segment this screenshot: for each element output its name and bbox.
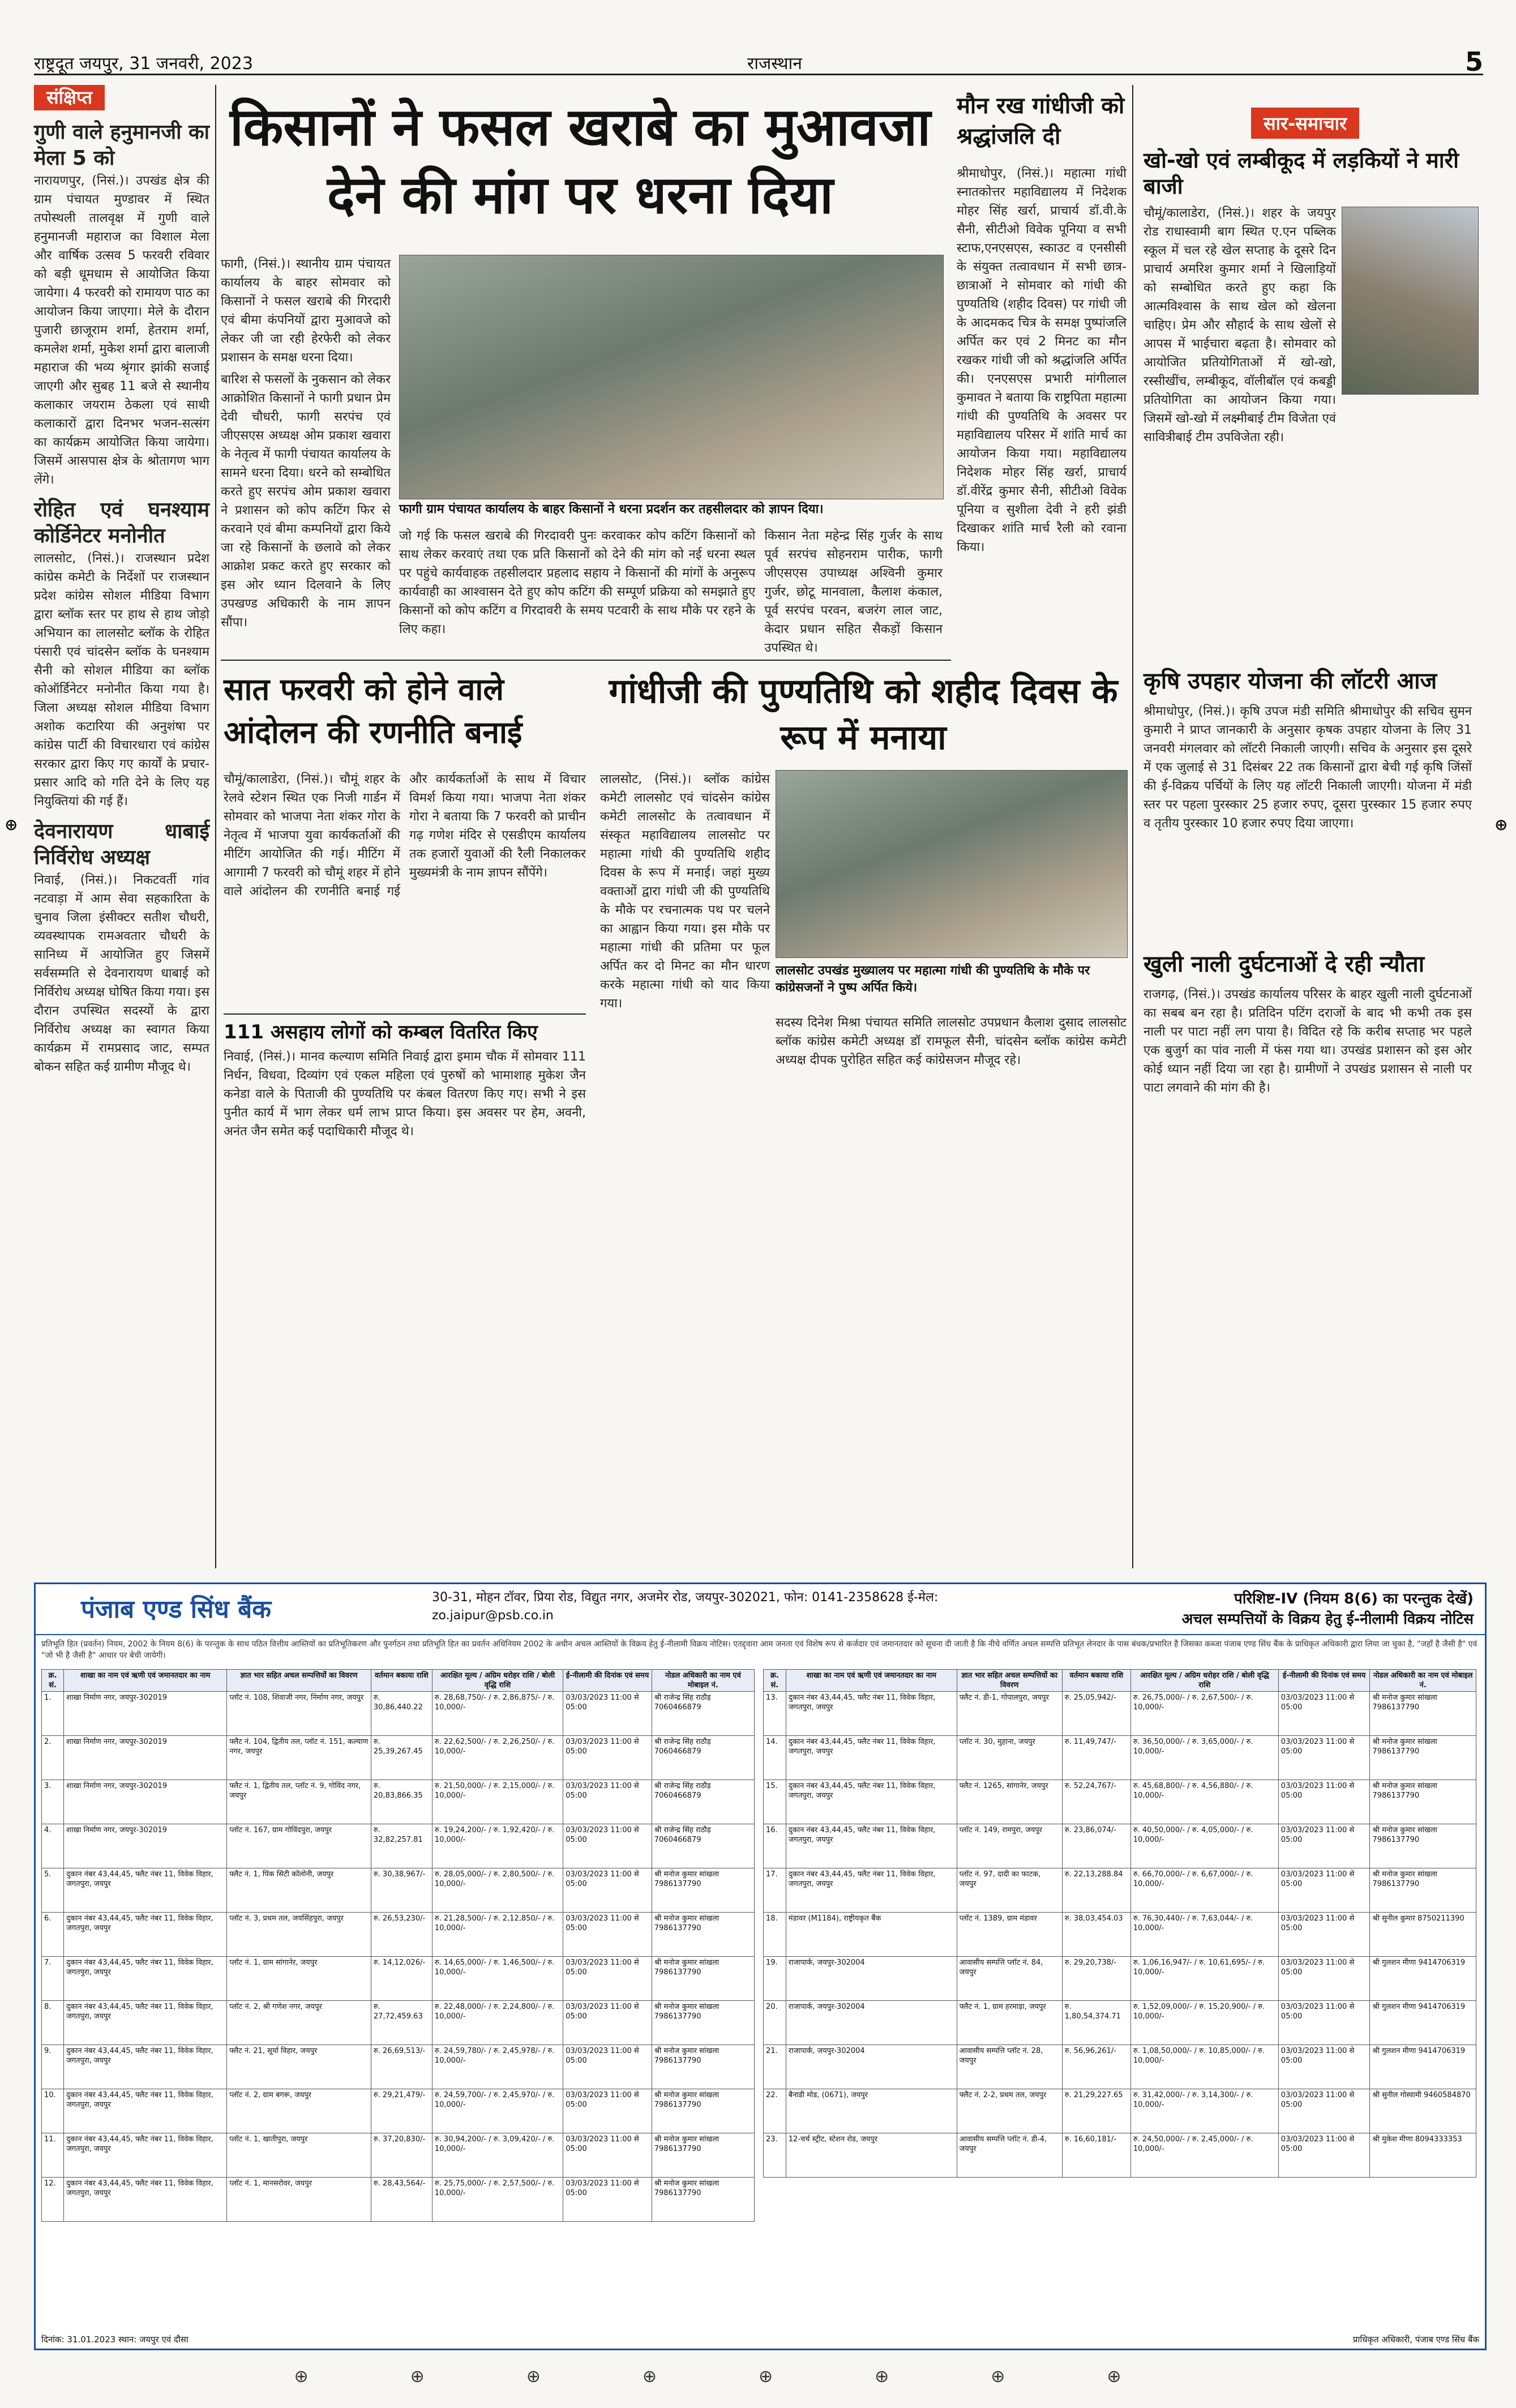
table-cell: शाखा निर्माण नगर, जयपुर-302019 bbox=[64, 1780, 227, 1824]
table-cell: प्लॉट नं. 1, खातीपुरा, जयपुर bbox=[227, 2133, 371, 2178]
andolan-body bbox=[224, 770, 586, 1008]
table-cell: रु. 30,94,200/- / रु. 3,09,420/- / रु. 10,000/- bbox=[432, 2133, 563, 2178]
table-row bbox=[764, 1913, 1476, 1957]
table-cell: 03/03/2023 11:00 से 05:00 bbox=[1278, 1824, 1370, 1868]
table-cell: दुकान नंबर 43,44,45, फ्लैट नंबर 11, विवेक विहार, जगतपुरा, जयपुर bbox=[786, 1736, 957, 1780]
table-cell: रु. 26,69,513/- bbox=[371, 2045, 432, 2089]
table-cell: 8. bbox=[42, 2001, 64, 2045]
table-cell: रु. 28,05,000/- / रु. 2,80,500/- / रु. 10,000/- bbox=[432, 1868, 563, 1913]
table-cell: 12. bbox=[42, 2178, 64, 2222]
table-cell: रु. 40,50,000/- / रु. 4,05,000/- / रु. 10,000/- bbox=[1130, 1824, 1278, 1868]
martyr-day-headline: गांधीजी की पुण्यतिथि को शहीद दिवस के रूप में मनाया bbox=[609, 671, 1118, 758]
table-cell: फ्लैट नं. 1265, सांगानेर, जयपुर bbox=[957, 1780, 1062, 1824]
table-cell: 16. bbox=[764, 1824, 786, 1868]
table-row bbox=[764, 1736, 1476, 1780]
table-cell: रु. 26,53,230/- bbox=[371, 1913, 432, 1957]
martyr-day-photo bbox=[776, 770, 1128, 958]
table-cell: रु. 29,20,738/- bbox=[1062, 1957, 1130, 2001]
table-row bbox=[764, 2133, 1476, 2178]
saar-body-2 bbox=[1144, 702, 1472, 940]
table-cell: श्री राजेन्द्र सिंह राठौड़ 7060466879 bbox=[652, 1692, 754, 1736]
table-cell: दुकान नंबर 43,44,45, फ्लैट नंबर 11, विवेक विहार, जगतपुरा, जयपुर bbox=[64, 2001, 227, 2045]
andolan-text: चौमूं/कालाडेरा, (निसं.)। चौमूं शहर के रेलवे स्टेशन स्थित एक निजी गार्डन में सोमवार को भाजपा नेता शंकर गोरा के नेतृत्व में भाजपा युवा कार्यकर्ताओं की मीटिंग आयोजित की गई। मीटिंग में आगामी 7 फरवरी को चौमूं शहर में होने वाले आंदोलन की रणनीति बनाई गई और कार्यकर्ताओं के साथ में विचार विमर्श किया गया। भाजपा नेता शंकर गोरा ने बताया कि 7 फरवरी को प्राचीन गढ़ गणेश मंदिर से एसडीएम कार्यालय तक हजारों युवाओं की रैली निकालकर मुख्यमंत्री के नाम ज्ञापन सौंपेंगे। bbox=[224, 772, 586, 899]
table-cell: फ्लैट नं. 1, द्वितीय तल, प्लॉट नं. 9, गोविंद नगर, जयपुर bbox=[227, 1780, 371, 1824]
table-cell: 03/03/2023 11:00 से 05:00 bbox=[563, 1868, 652, 1913]
table-cell: रु. 36,50,000/- / रु. 3,65,000/- / रु. 10,000/- bbox=[1130, 1736, 1278, 1780]
table-cell: श्री राजेन्द्र सिंह राठौड़ 7060466879 bbox=[652, 1780, 754, 1824]
table-cell: फ्लैट नं. 1, पिंक सिटी कॉलोनी, जयपुर bbox=[227, 1868, 371, 1913]
table-cell: 03/03/2023 11:00 से 05:00 bbox=[1278, 1957, 1370, 2001]
table-row bbox=[42, 1780, 755, 1824]
table-cell: 03/03/2023 11:00 से 05:00 bbox=[563, 1736, 652, 1780]
table-cell: बैनाडी मोड, (0671), जयपुर bbox=[786, 2089, 957, 2133]
table-cell: श्री राजेन्द्र सिंह राठौड़ 7060466879 bbox=[652, 1824, 754, 1868]
table-header-cell: नोडल अधिकारी का नाम एवं मोबाइल नं. bbox=[652, 1670, 754, 1692]
table-row bbox=[42, 1868, 755, 1913]
saar-body-3 bbox=[1144, 985, 1472, 1166]
table-cell: 1. bbox=[42, 1692, 64, 1736]
table-cell: प्लॉट नं. 167, ग्राम गोविंदपुरा, जयपुर bbox=[227, 1824, 371, 1868]
table-cell: 7. bbox=[42, 1957, 64, 2001]
brief-title-2: रोहित एवं घनश्याम कोर्डिनेटर मनोनीत bbox=[34, 498, 209, 548]
table-cell: 03/03/2023 11:00 से 05:00 bbox=[563, 1957, 652, 2001]
table-cell: दुकान नंबर 43,44,45, फ्लैट नंबर 11, विवेक विहार, जगतपुरा, जयपुर bbox=[64, 2178, 227, 2222]
table-cell: श्री गुलशन मीणा 9414706319 bbox=[1370, 2045, 1476, 2089]
protest-photo-caption: फागी ग्राम पंचायत कार्यालय के बाहर किसानों ने धरना प्रदर्शन कर तहसीलदार को ज्ञापन दिया। bbox=[399, 502, 824, 516]
table-cell: श्री मनोज कुमार सांखला 7986137790 bbox=[652, 2133, 754, 2178]
table-cell: श्री गुलशन मीणा 9414706319 bbox=[1370, 2001, 1476, 2045]
main-headline: किसानों ने फसल खराबे का मुआवजा देने की मांग पर धरना दिया bbox=[229, 97, 931, 225]
martyr-day-text: लालसोट, (निसं.)। ब्लॉक कांग्रेस कमेटी लालसोट एवं चांदसेन कांग्रेस कमेटी लालसोट के तत्वावधान में संस्कृत महाविद्यालय लालसोट पर महात्मा गांधी की पुण्यतिथि शहीद दिवस के रूप में मनाई। जहां मुख्य वक्ताओं द्वारा गांधी जी की पुण्यतिथि के मौके पर रचनात्मक पथ पर चलने का आह्वान किया गया। इस मौके पर महात्मा गांधी की प्रतिमा पर फूल अर्पित कर दो मिनट का मौन धारण करके महात्मा गांधी को याद किया गया। bbox=[600, 772, 770, 1011]
sankshipt-column bbox=[34, 85, 209, 1568]
table-cell: मंडावर (M1184), राष्ट्रीयकृत बैंक bbox=[786, 1913, 957, 1957]
table-cell: दुकान नंबर 43,44,45, फ्लैट नंबर 11, विवेक विहार, जगतपुरा, जयपुर bbox=[786, 1868, 957, 1913]
saar-text-1: चौमूं/कालाडेरा, (निसं.)। शहर के जयपुर रोड राधास्वामी बाग स्थित ए.एन पब्लिक स्कूल में चल रहे खेल सप्ताह के दूसरे दिन प्राचार्य अमरिश कुमार शर्मा ने खिलाड़ियों को सम्बोधित करते हुए कहा कि आत्मविश्वास के साथ खेल को खेलना चाहिए। प्रेम और सौहार्द के साथ खेलों से आपस में भाईचारा बढ़ता है। सोमवार को आयोजित प्रतियोगिताओं में खो-खो, रस्सीखींच, लम्बीकूद, वॉलीबॉल एवं कबड्डी प्रतियोगिता का आयोजन किया गया। जिसमें खो-खो में लक्ष्मीबाई टीम विजेता एवं सावित्रीबाई टीम उपविजेता रही। bbox=[1144, 206, 1336, 444]
table-row bbox=[42, 2178, 755, 2222]
table-cell: आवासीय सम्पत्ति प्लॉट नं. 84, जयपुर bbox=[957, 1957, 1062, 2001]
table-cell: श्री मनोज कुमार सांखला 7986137790 bbox=[1370, 1780, 1476, 1824]
table-row bbox=[764, 1957, 1476, 2001]
table-cell: श्री मनोज कुमार सांखला 7986137790 bbox=[652, 1868, 754, 1913]
table-cell: श्री राजेन्द्र सिंह राठौड़ 7060466879 bbox=[652, 1736, 754, 1780]
table-cell: 10. bbox=[42, 2089, 64, 2133]
table-cell: रु. 20,83,866.35 bbox=[371, 1780, 432, 1824]
saar-tag: सार-समाचार bbox=[1251, 108, 1359, 139]
table-row bbox=[42, 2001, 755, 2045]
table-cell: 22. bbox=[764, 2089, 786, 2133]
brief-body-1: नारायणपुर, (निसं.)। उपखंड क्षेत्र की ग्राम पंचायत मुण्डावर में स्थित तपोस्थली तालवृक्ष में गुणी वाले हनुमानजी महाराज का विशाल मेला और वार्षिक उत्सव 5 फरवरी रविवार को बड़ी धूमधाम से आयोजित किया जायेगा। 4 फरवरी को रामायण पाठ का आयोजन किया जाएगा। मेले के दौरान पुजारी छाजूराम शर्मा, हेतराम शर्मा, कमलेश शर्मा, मुकेश शर्मा द्वारा बालाजी महाराज की भव्य श्रृंगार झांकी सजाई जाएगी और सुबह 11 बजे से स्थानीय कलाकार जयराम ठेकला एवं साथी कलाकारों द्वारा दिनभर भजन-सत्संग का कार्यक्रम आयोजित किया जायेगा। जिसमें आसपास क्षेत्र के श्रोतागण भाग लेंगे। bbox=[34, 174, 209, 487]
table-header-cell: क्र. सं. bbox=[42, 1670, 64, 1692]
main-body-cols bbox=[399, 527, 943, 657]
table-cell: रु. 14,65,000/- / रु. 1,46,500/- / रु. 10,000/- bbox=[432, 1957, 563, 2001]
table-cell: श्री मनोज कुमार सांखला 7986137790 bbox=[1370, 1736, 1476, 1780]
table-cell: प्लॉट नं. 108, शिवाजी नगर, निर्माण नगर, जयपुर bbox=[227, 1692, 371, 1736]
auction-notice-heading bbox=[1181, 1589, 1474, 1629]
table-cell: रु. 22,13,288.84 bbox=[1062, 1868, 1130, 1913]
table-cell: रु. 21,50,000/- / रु. 2,15,000/- / रु. 10,000/- bbox=[432, 1780, 563, 1824]
table-row bbox=[764, 2001, 1476, 2045]
divider-andolan bbox=[224, 1013, 586, 1015]
table-cell: दुकान नंबर 43,44,45, फ्लैट नंबर 11, विवेक विहार, जगतपुरा, जयपुर bbox=[786, 1780, 957, 1824]
table-cell: रु. 66,70,000/- / रु. 6,67,000/- / रु. 10,000/- bbox=[1130, 1868, 1278, 1913]
table-cell: फ्लैट नं. 1, ग्राम हरमाड़ा, जयपुर bbox=[957, 2001, 1062, 2045]
table-row bbox=[764, 2045, 1476, 2089]
table-cell: रु. 76,30,440/- / रु. 7,63,044/- / रु. 10,000/- bbox=[1130, 1913, 1278, 1957]
table-cell: प्लॉट नं. 1, मानसरोवर, जयपुर bbox=[227, 2178, 371, 2222]
table-cell: 13. bbox=[764, 1692, 786, 1736]
notice-line-2: अचल सम्पत्तियों के विक्रय हेतु ई-नीलामी विक्रय नोटिस bbox=[1181, 1611, 1474, 1628]
page-header bbox=[34, 46, 1483, 77]
table-header-cell: शाखा का नाम एवं ऋणी एवं जमानतदार का नाम bbox=[786, 1670, 957, 1692]
table-cell: 14. bbox=[764, 1736, 786, 1780]
table-cell: दुकान नंबर 43,44,45, फ्लैट नंबर 11, विवेक विहार, जगतपुरा, जयपुर bbox=[64, 1913, 227, 1957]
table-header-cell: शाखा का नाम एवं ऋणी एवं जमानतदार का नाम bbox=[64, 1670, 227, 1692]
table-cell: दुकान नंबर 43,44,45, फ्लैट नंबर 11, विवेक विहार, जगतपुरा, जयपुर bbox=[64, 2133, 227, 2178]
saar-title-3: खुली नाली दुर्घटनाओं दे रही न्यौता bbox=[1144, 951, 1425, 977]
table-cell: 03/03/2023 11:00 से 05:00 bbox=[563, 1780, 652, 1824]
table-cell: प्लॉट नं. 1389, ग्राम मंडावर bbox=[957, 1913, 1062, 1957]
kho-kho-photo bbox=[1342, 207, 1479, 395]
table-cell: 5. bbox=[42, 1868, 64, 1913]
table-cell: 03/03/2023 11:00 से 05:00 bbox=[1278, 2045, 1370, 2089]
table-cell: रु. 21,28,500/- / रु. 2,12,850/- / रु. 10,000/- bbox=[432, 1913, 563, 1957]
saar-text-2: श्रीमाधोपुर, (निसं.)। कृषि उपज मंडी समिति श्रीमाधोपुर की सचिव सुमन कुमारी ने प्राप्त जानकारी के अनुसार कृषक उपहार योजना के लिए 31 जनवरी मंगलवार को लॉटरी निकाली जाएगी। सचिव के अनुसार इस दूसरे में एक जुलाई से 31 दिसंबर 22 तक किसानों द्वारा बेची गई कृषि जिंसों की ई-विक्रय पर्चियों के लिए यह लॉटरी निकाली जाएगी। योजना में मंडी स्तर पर पहला पुरस्कार 25 हजार रुपए, दूसरा पुरस्कार 15 हजार रुपए व तृतीय पुरस्कार 10 हजार रुपए दिया जाएगा। bbox=[1144, 704, 1472, 831]
saar-title-1: खो-खो एवं लम्बीकूद में लड़कियों ने मारी बाजी bbox=[1144, 148, 1459, 199]
bank-address: 30-31, मोहन टॉवर, प्रिया रोड, विद्युत नगर, अजमेर रोड, जयपुर-302021, फोन: 0141-2358628 ई-मेल: zo.jaipur@psb.co.in bbox=[432, 1590, 939, 1623]
table-cell: रु. 14,12,026/- bbox=[371, 1957, 432, 2001]
martyr-day-caption: लालसोट उपखंड मुख्यालय पर महात्मा गांधी की पुण्यतिथि के मौके पर कांग्रेसजनों ने पुष्प अर्पित किये। bbox=[776, 964, 1090, 995]
table-cell: 03/03/2023 11:00 से 05:00 bbox=[1278, 1780, 1370, 1824]
table-cell: श्री गुलशन मीणा 9414706319 bbox=[1370, 1957, 1476, 2001]
table-cell: 17. bbox=[764, 1868, 786, 1913]
table-cell: श्री मनोज कुमार सांखला 7986137790 bbox=[652, 2045, 754, 2089]
table-header-cell: ज्ञात भार सहित अचल सम्पत्तियों का विवरण bbox=[227, 1670, 371, 1692]
blanket-title: 111 असहाय लोगों को कम्बल वितरित किए bbox=[224, 1021, 538, 1043]
table-cell: 03/03/2023 11:00 से 05:00 bbox=[563, 1692, 652, 1736]
table-cell: रु. 25,75,000/- / रु. 2,57,500/- / रु. 10,000/- bbox=[432, 2178, 563, 2222]
table-cell: 03/03/2023 11:00 से 05:00 bbox=[1278, 1868, 1370, 1913]
table-cell: रु. 24,59,700/- / रु. 2,45,970/- / रु. 10,000/- bbox=[432, 2089, 563, 2133]
saar-body-1 bbox=[1144, 204, 1336, 657]
table-cell: रु. 24,59,780/- / रु. 2,45,978/- / रु. 10,000/- bbox=[432, 2045, 563, 2089]
table-header-cell: आरक्षित मूल्य / अग्रिम धरोहर राशि / बोली वृद्धि राशि bbox=[432, 1670, 563, 1692]
auction-table-left bbox=[41, 1669, 755, 2222]
main-lead-text: फागी, (निसं.)। स्थानीय ग्राम पंचायत कार्यालय के बाहर सोमवार को किसानों ने फसल खराबे की गिरदारी एवं बीमा कंपनियों द्वारा मुआवजे को लेकर जी जा रही हेरफेरी को लेकर प्रशासन के समक्ष धरना दिया। bbox=[221, 257, 391, 365]
table-cell: राजापार्क, जयपुर-302004 bbox=[786, 2045, 957, 2089]
table-row bbox=[42, 2045, 755, 2089]
table-cell: रु. 28,68,750/- / रु. 2,86,875/- / रु. 10,000/- bbox=[432, 1692, 563, 1736]
table-cell: रु. 11,49,747/- bbox=[1062, 1736, 1130, 1780]
table-cell: रु. 21,29,227.65 bbox=[1062, 2089, 1130, 2133]
table-cell: 21. bbox=[764, 2045, 786, 2089]
table-cell: रु. 16,60,181/- bbox=[1062, 2133, 1130, 2178]
table-cell: रु. 26,75,000/- / रु. 2,67,500/- / रु. 10,000/- bbox=[1130, 1692, 1278, 1736]
table-cell: श्री सुनील कुमार 8750211390 bbox=[1370, 1913, 1476, 1957]
registration-mark-left: ⊕ bbox=[5, 815, 18, 834]
table-cell: फ्लैट नं. डी-1, गोपालपुरा, जयपुर bbox=[957, 1692, 1062, 1736]
table-header-cell: आरक्षित मूल्य / अग्रिम धरोहर राशि / बोली वृद्धि राशि bbox=[1130, 1670, 1278, 1692]
section-name: राजस्थान bbox=[747, 54, 802, 74]
table-cell: रु. 1,06,16,947/- / रु. 10,61,695/- / रु. 10,000/- bbox=[1130, 1957, 1278, 2001]
table-cell: रु. 30,38,967/- bbox=[371, 1868, 432, 1913]
table-row bbox=[42, 1957, 755, 2001]
notice-line-1: परिशिष्ट-IV (नियम 8(6) का परन्तुक देखें) bbox=[1234, 1590, 1474, 1607]
table-cell: प्लॉट नं. 1, ग्राम सांगानेर, जयपुर bbox=[227, 1957, 371, 2001]
bottom-registration-marks: ⊕⊕⊕⊕⊕⊕⊕⊕ bbox=[294, 2367, 1223, 2386]
ad-intro: प्रतिभूति हित (प्रवर्तन) नियम, 2002 के नियम 8(6) के परन्तुक के साथ पठित वित्तीय आस्तियों का प्रतिभूतिकरण और पुनर्गठन तथा प्रतिभूति हित का प्रवर्तन अधिनियम 2002 के अधीन अचल आस्तियों के विक्रय हेतु ई-नीलामी विक्रय नोटिस। एतद्द्वारा आम जनता एवं विशेष रूप से कर्जदार एवं जमानतदार को सूचना दी जाती है कि नीचे वर्णित अचल सम्पत्ति प्रतिभूत लेनदार के पास बंधक/प्रभारित है जिसका कब्जा पंजाब एण्ड सिंध बैंक के प्राधिकृत अधिकारी द्वारा लिया जा चुका है, "जहाँ है जैसी है" एवं "जो भी है जैसी है" आधार पर बेची जायेगी। bbox=[41, 1640, 1478, 1660]
brief-body-3: निवाई, (निसं.)। निकटवर्ती गांव नटवाड़ा में आम सेवा सहकारिता के चुनाव जिला इंसीक्टर सतीश चौधरी, व्यवस्थापक रामअवतार चौधरी के सानिध्य में आयोजित हुए जिसमें सर्वसम्मति से देवनारायण धाबाई को निर्विरोध अध्यक्ष घोषित किया गया। इस दौरान उपस्थित सदस्यों के द्वारा निर्विरोध अध्यक्ष का स्वागत किया कार्यक्रम में रामप्रसाद जाट, सम्पत बोकन सहित कई ग्रामीण मौजूद थे। bbox=[34, 873, 209, 1074]
table-cell: रु. 25,05,942/- bbox=[1062, 1692, 1130, 1736]
table-cell: 03/03/2023 11:00 से 05:00 bbox=[563, 1913, 652, 1957]
blanket-text: निवाई, (निसं.)। मानव कल्याण समिति निवाई द्वारा इमाम चौक में सोमवार 111 निर्धन, विधवा, दिव्यांग एवं एकल महिला एवं पुरुषों को भामाशाह मुकेश जैन कनेडा वाले के पिताजी की पुण्यतिथि पर कंबल वितरण किए गए। सभी ने इस पुनीत कार्य में भाग लेकर धर्म लाभ प्राप्त किया। इस अवसर पर हेम, अवनी, अनंत जैन समेत कई पदाधिकारी मौजूद थे। bbox=[224, 1050, 586, 1139]
table-cell: श्री मनोज कुमार सांखला 7986137790 bbox=[1370, 1868, 1476, 1913]
table-cell: 9. bbox=[42, 2045, 64, 2089]
dateline: राष्ट्रदूत जयपुर, 31 जनवरी, 2023 bbox=[34, 54, 253, 74]
table-cell: रु. 25,39,267.45 bbox=[371, 1736, 432, 1780]
bank-auction-notice bbox=[34, 1582, 1487, 2350]
table-cell: 03/03/2023 11:00 से 05:00 bbox=[563, 2045, 652, 2089]
table-cell: 03/03/2023 11:00 से 05:00 bbox=[563, 2178, 652, 2222]
brief-body-2: लालसोट, (निसं.)। राजस्थान प्रदेश कांग्रेस कमेटी के निर्देशों पर राजस्थान प्रदेश कांग्रेस सोशल मीडिया विभाग द्वारा ब्लॉक स्तर पर हाथ से हाथ जोड़ो अभियान का लालसोट ब्लॉक के रोहित पंसारी एवं चांदसेन ब्लॉक के घनश्याम सैनी को सोशल मीडिया का ब्लॉक कोऑर्डिनेटर मनोनीत किया गया है। जिला अध्यक्ष सोशल मीडिया विभाग अशोक कटारिया की अनुशंषा पर कांग्रेस पार्टी की विचारधारा एवं कांग्रेस सरकार द्वारा किए गए कार्यों के प्रचार-प्रसार आदि को गति देने के लिए यह नियुक्तियां की गई हैं। bbox=[34, 551, 209, 809]
table-cell: रु. 19,24,200/- / रु. 1,92,420/- / रु. 10,000/- bbox=[432, 1824, 563, 1868]
brief-title-3: देवनारायण धाबाई निर्विरोध अध्यक्ष bbox=[34, 820, 209, 869]
table-cell: 03/03/2023 11:00 से 05:00 bbox=[563, 2133, 652, 2178]
table-cell: 03/03/2023 11:00 से 05:00 bbox=[1278, 1736, 1370, 1780]
table-cell: रु. 22,62,500/- / रु. 2,26,250/- / रु. 10,000/- bbox=[432, 1736, 563, 1780]
table-row bbox=[764, 1780, 1476, 1824]
table-cell: 03/03/2023 11:00 से 05:00 bbox=[563, 2089, 652, 2133]
table-header-cell: नोडल अधिकारी का नाम एवं मोबाइल नं. bbox=[1370, 1670, 1476, 1692]
table-cell: रु. 45,68,800/- / रु. 4,56,880/- / रु. 10,000/- bbox=[1130, 1780, 1278, 1824]
table-cell: श्री मनोज कुमार सांखला 7986137790 bbox=[1370, 1692, 1476, 1736]
table-cell: श्री मनोज कुमार सांखला 7986137790 bbox=[652, 1957, 754, 2001]
table-header-cell: ई-नीलामी की दिनांक एवं समय bbox=[1278, 1670, 1370, 1692]
table-cell: 3. bbox=[42, 1780, 64, 1824]
table-cell: रु. 27,72,459.63 bbox=[371, 2001, 432, 2045]
table-cell: 03/03/2023 11:00 से 05:00 bbox=[563, 2001, 652, 2045]
table-row bbox=[764, 1868, 1476, 1913]
table-cell: रु. 24,50,000/- / रु. 2,45,000/- / रु. 10,000/- bbox=[1130, 2133, 1278, 2178]
gandhi-tribute-body bbox=[957, 164, 1127, 657]
table-header-cell: क्र. सं. bbox=[764, 1670, 786, 1692]
table-cell: 6. bbox=[42, 1913, 64, 1957]
column-divider bbox=[215, 85, 216, 1568]
table-row bbox=[764, 2089, 1476, 2133]
brief-title-1: गुणी वाले हनुमानजी का मेला 5 को bbox=[34, 121, 209, 170]
martyr-day-text-2: सदस्य दिनेश मिश्रा पंचायत समिति लालसोट उपप्रधान कैलाश दुसाद लालसोट ब्लॉक कांग्रेस कमेटी अध्यक्ष डॉ रामफूल सैनी, चांदसेन ब्लॉक कांग्रेस कमेटी अध्यक्ष दीपक पुरोहित सहित कई कांग्रेसजन मौजूद रहे। bbox=[776, 1016, 1127, 1067]
table-row bbox=[42, 2133, 755, 2178]
table-cell: प्लॉट नं. 2, ग्राम बगरू, जयपुर bbox=[227, 2089, 371, 2133]
main-body-3: किसान नेता महेन्द्र सिंह गुर्जर के साथ पूर्व सरपंच सोहनराम पारीक, फागी जीएसएस उपाध्यक्ष अश्विनी कुमार गुर्जर, छोटू मानवाला, कैलाश कंकाल, पूर्व सरपंच परवन, बजरंग लाल जाट, केदार प्रधान सहित सैकड़ों किसान उपस्थित थे। bbox=[764, 529, 943, 655]
table-cell: श्री मुकेश मीणा 8094333353 bbox=[1370, 2133, 1476, 2178]
martyr-day-body bbox=[600, 770, 770, 1189]
table-cell: 03/03/2023 11:00 से 05:00 bbox=[1278, 1692, 1370, 1736]
table-cell: फ्लैट नं. 104, द्वितीय तल, प्लॉट नं. 151, कल्याण नगर, जयपुर bbox=[227, 1736, 371, 1780]
table-cell: 11. bbox=[42, 2133, 64, 2178]
table-header-cell: ई-नीलामी की दिनांक एवं समय bbox=[563, 1670, 652, 1692]
table-cell: रु. 56,96,261/- bbox=[1062, 2045, 1130, 2089]
table-cell: रु. 1,08,50,000/- / रु. 10,85,000/- / रु. 10,000/- bbox=[1130, 2045, 1278, 2089]
table-cell: श्री मनोज कुमार सांखला 7986137790 bbox=[652, 2178, 754, 2222]
divider-main bbox=[221, 660, 951, 661]
martyr-day-body-2 bbox=[776, 1013, 1127, 1189]
table-cell: राजापार्क, जयपुर-302004 bbox=[786, 1957, 957, 2001]
table-cell: दुकान नंबर 43,44,45, फ्लैट नंबर 11, विवेक विहार, जगतपुरा, जयपुर bbox=[64, 1868, 227, 1913]
table-cell: रु. 31,42,000/- / रु. 3,14,300/- / रु. 10,000/- bbox=[1130, 2089, 1278, 2133]
page-number: 5 bbox=[1464, 46, 1483, 77]
main-body-2: जो गई कि फसल खराबे की गिरदावरी पुनः करवाकर कोप कटिंग किसानों को साथ लेकर करवाएं तथा एक प्रति किसानों को देने की मांग को नई धरना स्थल पर पहुंचे कार्यवाहक तहसीलदार प्रहलाद सहाय ने किसानों की मांगों के अनुरूप कार्यवाही का आश्वासन देते हुए कोप कटिंग की सम्पूर्ण प्रक्रिया को समझाते हुए किसानों को कोप कटिंग व गिरदावरी के समय पटवारी के साथ मौके पर रहने के लिए कहा। bbox=[399, 529, 756, 636]
table-row bbox=[42, 1824, 755, 1868]
table-row bbox=[764, 1824, 1476, 1868]
table-cell: दुकान नंबर 43,44,45, फ्लैट नंबर 11, विवेक विहार, जगतपुरा, जयपुर bbox=[64, 2045, 227, 2089]
blanket-body bbox=[224, 1047, 586, 1195]
andolan-title: सात फरवरी को होने वाले आंदोलन की रणनीति बनाई bbox=[224, 671, 523, 750]
table-header-cell: वर्तमान बकाया राशि bbox=[1062, 1670, 1130, 1692]
table-cell: 23. bbox=[764, 2133, 786, 2178]
table-cell: प्लॉट नं. 97, दादी का फाटक, जयपुर bbox=[957, 1868, 1062, 1913]
table-row bbox=[42, 1692, 755, 1736]
sankshipt-tag: संक्षिप्त bbox=[34, 85, 105, 110]
table-row bbox=[42, 1736, 755, 1780]
table-cell: रु. 1,80,54,374.71 bbox=[1062, 2001, 1130, 2045]
table-cell: रु. 22,48,000/- / रु. 2,24,800/- / रु. 10,000/- bbox=[432, 2001, 563, 2045]
table-row bbox=[42, 2089, 755, 2133]
saar-text-3: राजगढ़, (निसं.)। उपखंड कार्यालय परिसर के बाहर खुली नाली दुर्घटनाओं का सबब बन रहा है। प्रतिदिन पटिंग दराजों के बाद भी कभी तक इस नाली पर पाटा नहीं लग पाया है। विदित रहे कि करीब सप्ताह भर पहले एक बुजुर्ग का पांव नाली में फंस गया था। उपखंड प्रशासन को इस ओर कोई ध्यान नहीं दिया जा रहा है। ग्रामीणों ने उपखंड प्रशासन से नाली पर पाटा लगवाने की मांग की है। bbox=[1144, 987, 1472, 1095]
bank-name: पंजाब एण्ड सिंध बैंक bbox=[81, 1595, 272, 1624]
table-cell: रु. 29,21,479/- bbox=[371, 2089, 432, 2133]
table-cell: श्री मनोज कुमार सांखला 7986137790 bbox=[652, 2001, 754, 2045]
farmers-protest-photo bbox=[399, 255, 944, 499]
table-cell: 20. bbox=[764, 2001, 786, 2045]
table-cell: शाखा निर्माण नगर, जयपुर-302019 bbox=[64, 1736, 227, 1780]
table-cell: रु. 37,20,830/- bbox=[371, 2133, 432, 2178]
table-cell: रु. 30,86,440.22 bbox=[371, 1692, 432, 1736]
gandhi-tribute-title: मौन रख गांधीजी को श्रद्धांजलि दी bbox=[957, 93, 1125, 149]
table-cell: रु. 38,03,454.03 bbox=[1062, 1913, 1130, 1957]
table-cell: 03/03/2023 11:00 से 05:00 bbox=[1278, 2089, 1370, 2133]
saar-title-2: कृषि उपहार योजना की लॉटरी आज bbox=[1144, 668, 1437, 694]
table-cell: दुकान नंबर 43,44,45, फ्लैट नंबर 11, विवेक विहार, जगतपुरा, जयपुर bbox=[64, 2089, 227, 2133]
table-cell: 4. bbox=[42, 1824, 64, 1868]
table-cell: दुकान नंबर 43,44,45, फ्लैट नंबर 11, विवेक विहार, जगतपुरा, जयपुर bbox=[64, 1957, 227, 2001]
auction-table-right bbox=[763, 1669, 1476, 2178]
ad-signature: प्राधिकृत अधिकारी, पंजाब एण्ड सिंध बैंक bbox=[1352, 2334, 1479, 2345]
table-cell: शाखा निर्माण नगर, जयपुर-302019 bbox=[64, 1692, 227, 1736]
table-cell: श्री मनोज कुमार सांखला 7986137790 bbox=[652, 1913, 754, 1957]
table-cell: प्लॉट नं. 2, श्री गणेश नगर, जयपुर bbox=[227, 2001, 371, 2045]
table-cell: 18. bbox=[764, 1913, 786, 1957]
table-cell: रु. 23,86,074/- bbox=[1062, 1824, 1130, 1868]
table-cell: श्री मनोज कुमार सांखला 7986137790 bbox=[652, 2089, 754, 2133]
table-cell: 03/03/2023 11:00 से 05:00 bbox=[1278, 2133, 1370, 2178]
table-cell: फ्लैट नं. 2-2, प्रथम तल, जयपुर bbox=[957, 2089, 1062, 2133]
main-lead bbox=[221, 255, 391, 630]
table-cell: आवासीय सम्पत्ति प्लॉट नं. 28, जयपुर bbox=[957, 2045, 1062, 2089]
table-cell: रु. 52,24,767/- bbox=[1062, 1780, 1130, 1824]
table-cell: 03/03/2023 11:00 से 05:00 bbox=[1278, 1913, 1370, 1957]
table-cell: 03/03/2023 11:00 से 05:00 bbox=[1278, 2001, 1370, 2045]
table-cell: शाखा निर्माण नगर, जयपुर-302019 bbox=[64, 1824, 227, 1868]
table-cell: श्री सुनील गोस्वामी 9460584870 bbox=[1370, 2089, 1476, 2133]
table-cell: आवासीय सम्पत्ति प्लॉट नं. डी-4, जयपुर bbox=[957, 2133, 1062, 2178]
main-lead-text-2: बारिश से फसलों के नुकसान को लेकर आक्रोशित किसानों ने फागी प्रधान प्रेम देवी चौधरी, फागी सरपंच एवं जीएसएस अध्यक्ष ओम प्रकाश खवारा के नेतृत्व में फागी पंचायत कार्यालय के सामने धरना दिया। धरने को सम्बोधित करते हुए सरपंच ओम प्रकाश खवारा ने प्रशासन को कोप कटिंग फिर से करवाने एवं बीमा कम्पनियों द्वारा किये जा रहे किसानों के छलावे को लेकर आक्रोश प्रकट करते हुए सरकार को इस ओर ध्यान दिलवाने के लिए उपखण्ड अधिकारी के नाम ज्ञापन सौंपा। bbox=[221, 373, 391, 630]
table-cell: राजापार्क, जयपुर-302004 bbox=[786, 2001, 957, 2045]
table-cell: 03/03/2023 11:00 से 05:00 bbox=[563, 1824, 652, 1868]
table-cell: प्लॉट नं. 149, रामपुरा, जयपुर bbox=[957, 1824, 1062, 1868]
table-row bbox=[42, 1913, 755, 1957]
table-cell: 2. bbox=[42, 1736, 64, 1780]
table-cell: रु. 28,43,564/- bbox=[371, 2178, 432, 2222]
table-cell: रु. 32,82,257.81 bbox=[371, 1824, 432, 1868]
ad-footer bbox=[41, 2334, 1479, 2345]
table-cell: 19. bbox=[764, 1957, 786, 2001]
table-cell: 12-चर्च स्ट्रीट, स्टेशन रोड, जयपुर bbox=[786, 2133, 957, 2178]
table-cell: दुकान नंबर 43,44,45, फ्लैट नंबर 11, विवेक विहार, जगतपुरा, जयपुर bbox=[786, 1824, 957, 1868]
table-cell: प्लॉट नं. 30, मुहाना, जयपुर bbox=[957, 1736, 1062, 1780]
registration-mark-right: ⊕ bbox=[1494, 815, 1508, 834]
table-cell: फ्लैट नं. 21, सूर्या विहार, जयपुर bbox=[227, 2045, 371, 2089]
table-cell: श्री मनोज कुमार सांखला 7986137790 bbox=[1370, 1824, 1476, 1868]
ad-header bbox=[36, 1584, 1485, 1635]
table-cell: रु. 1,52,09,000/- / रु. 15,20,900/- / रु. 10,000/- bbox=[1130, 2001, 1278, 2045]
table-cell: दुकान नंबर 43,44,45, फ्लैट नंबर 11, विवेक विहार, जगतपुरा, जयपुर bbox=[786, 1692, 957, 1736]
ad-footer-date: दिनांक: 31.01.2023 स्थान: जयपुर एवं दौसा bbox=[41, 2334, 189, 2345]
table-header-cell: ज्ञात भार सहित अचल सम्पत्तियों का विवरण bbox=[957, 1670, 1062, 1692]
table-cell: 15. bbox=[764, 1780, 786, 1824]
gandhi-tribute-text: श्रीमाधोपुर, (निसं.)। महात्मा गांधी स्नातकोत्तर महाविद्यालय में निदेशक मोहर सिंह खर्रा, प्राचार्य डॉ.वी.के सैनी, सीटीओ विवेक पूनिया व सभी स्टाफ,एनएसएस, स्काउट व एनसीसी के संयुक्त तत्वावधान में सभी छात्र-छात्राओं ने सोमवार को गांधी की पुण्यतिथि (शहीद दिवस) पर गांधी जी के आदमकद चित्र के समक्ष पुष्पांजलि अर्पित कर एवं 2 मिनट का मौन रखकर गांधी जी को श्रद्धांजलि अर्पित की। एनएसएस प्रभारी मांगीलाल कुमावत ने बताया कि राष्ट्रपिता महात्मा गांधी की पुण्यतिथि के अवसर पर महाविद्यालय परिसर में शांति मार्च का आयोजन किया गया। महाविद्यालय निदेशक मोहर सिंह खर्रा, प्राचार्य डॉ.वीरेंद्र कुमार सैनी, सीटीओ विवेक पूनिया व सुशीला देवी ने हरी झंडी दिखाकर शांति मार्च रैली को रवाना किया। bbox=[957, 166, 1127, 554]
table-header-cell: वर्तमान बकाया राशि bbox=[371, 1670, 432, 1692]
table-row bbox=[764, 1692, 1476, 1736]
table-cell: प्लॉट नं. 3, प्रथम तल, जयसिंहपुरा, जयपुर bbox=[227, 1913, 371, 1957]
